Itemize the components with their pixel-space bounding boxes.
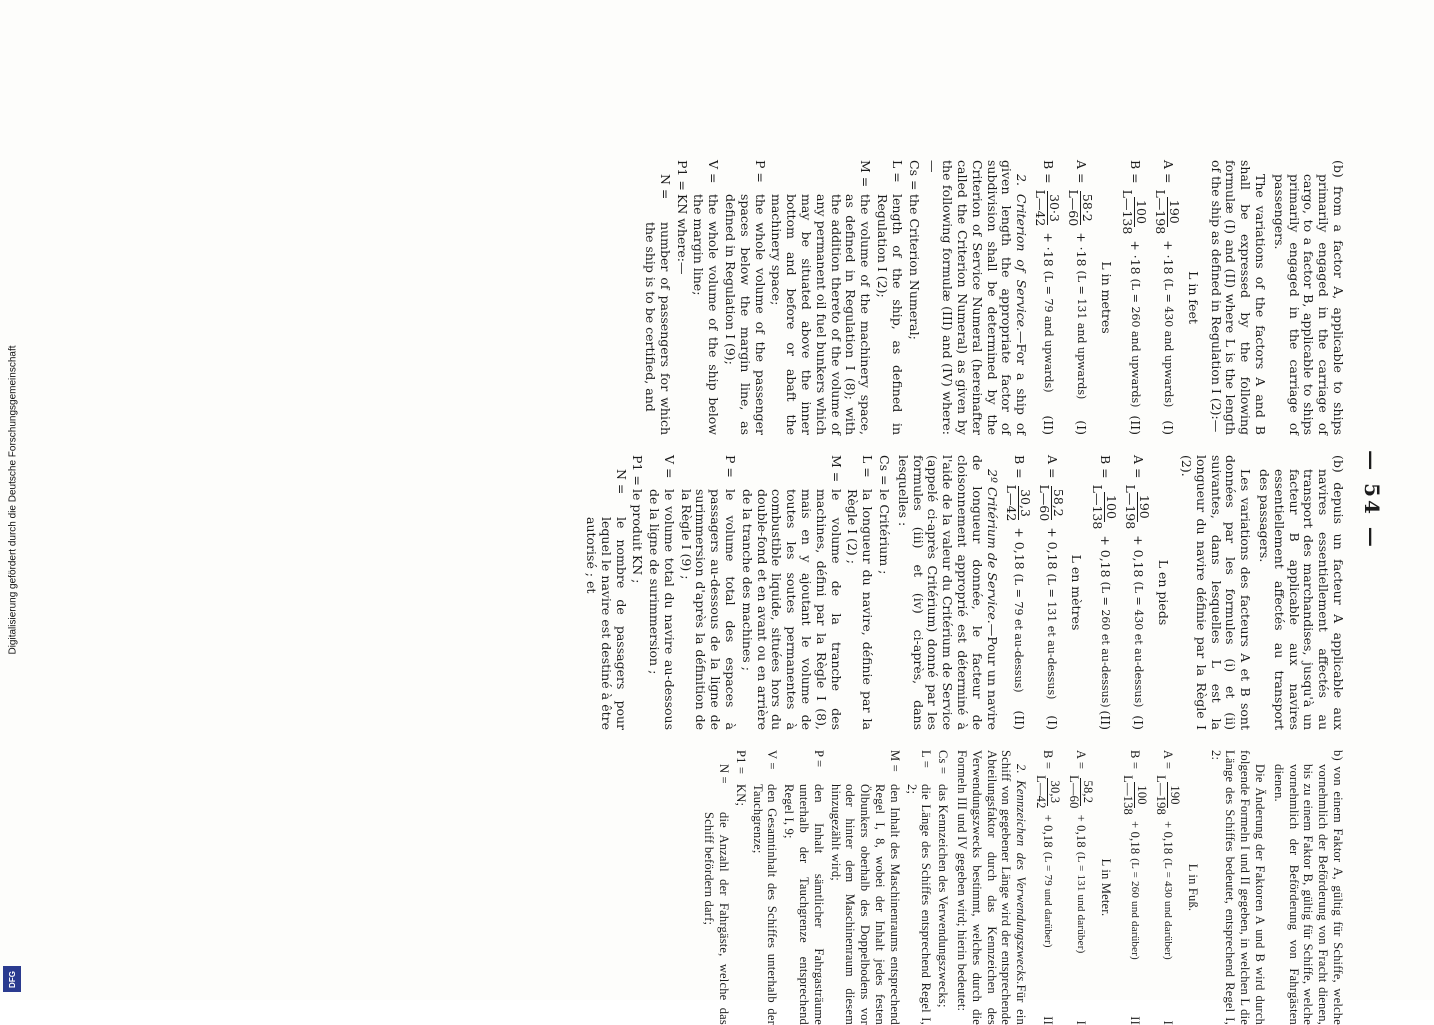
page-number: — 54 — bbox=[1360, 450, 1384, 550]
definition-text: die Länge des Schiffes entsprechend Regel I, 2; bbox=[904, 784, 934, 1025]
definition-symbol: P = bbox=[723, 455, 739, 478]
definition-row bbox=[691, 160, 721, 435]
formula-lhs: A = bbox=[1074, 750, 1089, 770]
criterion-heading: 2. Kennzeichen des Verwendungszwecks. bbox=[1014, 764, 1029, 985]
fraction-denominator: L—138 bbox=[1090, 484, 1106, 530]
formula-condition: (L = 131 und darüber) bbox=[1074, 851, 1087, 954]
definition-symbol: L = bbox=[919, 750, 934, 768]
definition-row bbox=[874, 160, 904, 435]
fraction bbox=[1121, 187, 1148, 238]
formula-lhs: A = bbox=[1044, 455, 1060, 479]
definition-row bbox=[750, 750, 780, 1025]
definition-row bbox=[935, 750, 950, 1025]
formula-row bbox=[1067, 750, 1094, 1025]
formula-row bbox=[1091, 455, 1118, 730]
criterion-text: —For a ship of given length the appropriate factor of subdivision shall be determined by the Criterion of Service Numeral (hereinafter called the Criterion Numeral) as given by the following formulæ (III) and (IV) where:— bbox=[925, 160, 1030, 436]
definition-symbol: P = bbox=[811, 750, 826, 768]
definition-text: den Gesamtinhalt des Schiffes unterhalb der Tauchgrenze; bbox=[750, 784, 780, 1025]
definition-symbol: L = bbox=[860, 455, 876, 478]
fraction-numerator: 100 bbox=[1104, 492, 1118, 522]
formula-lhs: A = bbox=[1160, 750, 1175, 770]
fraction-denominator: L—198 bbox=[1123, 484, 1139, 530]
formula-row bbox=[1038, 455, 1065, 730]
fraction-numerator: 100 bbox=[1134, 782, 1148, 807]
definition-row bbox=[904, 750, 934, 1025]
formula-row bbox=[1034, 750, 1061, 1025]
item-b-paragraph: b) von einem Faktor A, gültig für Schiffe, welche vornehmlich der Beförderung von Fracht dienen, bis zu einem Faktor B, gültig für Schiffe, welche vornehmlich der Beförderung von Fahrgästen dienen. bbox=[1271, 750, 1345, 1025]
formula-constant: + ·18 bbox=[1160, 240, 1176, 275]
rotated-document-page bbox=[27, 50, 1407, 1025]
item-b-paragraph: (b) from a factor A, applicable to ships primarily engaged in the carriage of cargo, to a factor B, applicable to ships primarily engaged in the carriage of passengers. bbox=[1271, 160, 1346, 435]
formula-number: I bbox=[1074, 1020, 1089, 1025]
definition-symbol: N = bbox=[657, 174, 673, 200]
definition-row bbox=[678, 455, 737, 730]
definition-row bbox=[674, 160, 689, 435]
formula-row bbox=[1121, 160, 1148, 435]
formula-number: (II) bbox=[1011, 710, 1027, 730]
formula-row bbox=[1154, 750, 1181, 1025]
definition-row bbox=[733, 750, 748, 1025]
definition-symbol: N = bbox=[717, 764, 732, 784]
fraction-denominator: L—60 bbox=[1036, 484, 1052, 522]
formula-condition: (L = 131 and upwards) bbox=[1074, 270, 1088, 400]
definition-text: das Kennzeichen des Verwendungszwecks; bbox=[936, 784, 951, 1008]
feet-heading: L en pieds bbox=[1156, 559, 1172, 626]
dfg-logo-text: DFG bbox=[7, 970, 17, 988]
digitization-credit bbox=[0, 0, 26, 1000]
metres-heading: L in metres bbox=[1099, 261, 1115, 334]
formula-constant: + ·18 bbox=[1074, 232, 1090, 267]
fraction-numerator: 58·2 bbox=[1080, 191, 1094, 225]
formula-condition: (L = 131 et au-dessus) bbox=[1045, 573, 1059, 700]
variations-paragraph: The variations of the factors A and B shall be expressed by the following formulæ (I) and (II) where L is the length of the ship as defined in Regulation I (2):— bbox=[1208, 160, 1269, 435]
definition-text: the whole volume of the passenger spaces below the margin line, as defined in Regulation I (9); bbox=[723, 194, 768, 435]
fraction-numerator: 30,3 bbox=[1018, 486, 1032, 520]
formula-constant: + 0,18 bbox=[1074, 814, 1089, 848]
definition-text: le volume de la tranche des machines, défini par la Règle I (8), mais en y ajoutant le volume de toutes les soutes permanentes à combustible liquide, situées hors du double-fond et en avant ou en arrière de la tranche des machines ; bbox=[739, 489, 844, 730]
definition-row bbox=[702, 750, 732, 1025]
french-column bbox=[581, 455, 1345, 730]
formula-lhs: B = bbox=[1041, 160, 1057, 184]
formula-condition: (L = 260 et au-dessus) bbox=[1098, 581, 1112, 708]
fraction bbox=[1038, 481, 1065, 524]
fraction-numerator: 30,3 bbox=[1047, 778, 1061, 807]
formula-lhs: B = bbox=[1041, 750, 1056, 770]
definition-text: KN; bbox=[733, 784, 748, 807]
fraction-denominator: L—198 bbox=[1154, 775, 1169, 816]
definition-row bbox=[906, 160, 921, 435]
formula-lhs: A = bbox=[1131, 455, 1147, 479]
definition-symbol: V = bbox=[765, 750, 780, 770]
criterion-paragraph bbox=[954, 750, 1028, 1025]
formula-constant: + ·18 bbox=[1041, 232, 1057, 267]
variations-paragraph: Die Änderung der Faktoren A und B wird durch folgende Formeln I und II gegeben, in welchen L die Länge des Schiffes bedeutet, entsprechend Regel I, 2: bbox=[1208, 750, 1268, 1025]
definition-text: the volume of the machinery space, as defined in Regulation I (8); with the addition thereto of the volume of any permanent oil fuel bunkers which may be situated above the inner bottom and before or abaft the machinery space; bbox=[769, 194, 874, 435]
formula-number: II bbox=[1127, 1016, 1142, 1025]
fraction-denominator: L—138 bbox=[1121, 775, 1136, 816]
formula-row bbox=[1005, 455, 1032, 730]
formula-condition: (L = 79 und darüber) bbox=[1041, 851, 1054, 948]
formula-condition: (L = 79 et au-dessus) bbox=[1012, 573, 1026, 693]
definition-symbol: Cs = bbox=[906, 160, 922, 191]
formula-number: (I) bbox=[1044, 715, 1060, 730]
formula-row bbox=[1124, 455, 1151, 730]
definition-text: le volume total des espaces à passagers au-dessous de la ligne de surimmersion d'après la définition de la Règle I (9) ; bbox=[678, 489, 739, 730]
formula-constant: + 0,18 bbox=[1041, 814, 1056, 848]
definition-text: la longueur du navire, définie par la Règle I (2) ; bbox=[845, 489, 876, 730]
fraction bbox=[1154, 186, 1181, 237]
fraction bbox=[1124, 481, 1151, 532]
fraction-numerator: 58,2 bbox=[1051, 486, 1065, 520]
fraction-numerator: 100 bbox=[1134, 197, 1148, 227]
fraction-denominator: L—42 bbox=[1003, 484, 1019, 522]
formula-condition: (L = 430 und darüber) bbox=[1161, 858, 1174, 960]
fraction bbox=[1121, 772, 1148, 818]
criterion-paragraph bbox=[895, 455, 999, 730]
item-b-paragraph: (b) depuis un facteur A applicable aux navires essentiellement affectés au transport des marchandises, jusqu'à un facteur B applicable aux navires essentiellement affectés au transport des passagers. bbox=[1257, 455, 1346, 730]
fraction-numerator: 190 bbox=[1167, 782, 1181, 807]
definition-row bbox=[876, 455, 891, 730]
formula-lhs: A = bbox=[1074, 160, 1090, 184]
definition-row bbox=[781, 750, 825, 1025]
definition-row bbox=[642, 160, 672, 435]
formula-lhs: B = bbox=[1127, 160, 1143, 184]
fraction-numerator: 190 bbox=[1167, 197, 1181, 227]
definition-symbol: P1 = bbox=[733, 750, 748, 775]
definition-symbol: M = bbox=[858, 160, 874, 188]
definition-row bbox=[722, 160, 766, 435]
formula-condition: (L = 260 and upwards) bbox=[1128, 278, 1142, 408]
formula-number: (II) bbox=[1098, 710, 1114, 730]
formula-number: II bbox=[1041, 1016, 1056, 1025]
fraction bbox=[1067, 186, 1094, 229]
definition-text: le nombre de passagers pour lequel le navire est destiné à être autorisé ; et bbox=[583, 517, 629, 730]
dfg-logo-icon bbox=[3, 966, 21, 992]
definition-text: le produit KN ; bbox=[630, 489, 646, 584]
formula-number: (I) bbox=[1131, 715, 1147, 730]
fraction-denominator: L—60 bbox=[1067, 775, 1082, 809]
criterion-text: Für ein Schiff von gegebener Länge wird der entsprechende Abteilungsfaktor durch das Kennzeichen des Verwendungszwecks bestimmt, welches durch die Formeln III und IV gegeben wird; hierin bedeutet: bbox=[955, 750, 1029, 1025]
definition-row bbox=[845, 455, 875, 730]
formula-number: (I) bbox=[1160, 420, 1176, 435]
fraction-denominator: L—42 bbox=[1033, 189, 1049, 227]
formula-number: (II) bbox=[1041, 415, 1057, 435]
formula-row bbox=[1121, 750, 1148, 1025]
definition-row bbox=[630, 455, 645, 730]
definition-symbol: M = bbox=[828, 455, 844, 483]
metres-heading: L en mètres bbox=[1069, 554, 1085, 631]
definition-text: number of passengers for which the ship is to be certified, and bbox=[643, 222, 673, 435]
formula-row bbox=[1154, 160, 1181, 435]
fraction bbox=[1067, 772, 1094, 811]
feet-heading: L in feet bbox=[1185, 271, 1201, 324]
definition-symbol: Cs = bbox=[936, 750, 951, 775]
formula-constant: + 0,18 bbox=[1131, 535, 1147, 578]
formula-condition: (L = 79 and upwards) bbox=[1041, 270, 1055, 393]
formula-lhs: B = bbox=[1098, 455, 1114, 479]
metres-heading: L in Meter. bbox=[1099, 858, 1114, 917]
credit-text: Digitalisierung gefördert durch die Deutsche Forschungsgemeinschaft bbox=[7, 345, 19, 655]
definition-text: le Critérium ; bbox=[877, 489, 893, 575]
formula-number: I bbox=[1160, 1020, 1175, 1025]
criterion-text: —Pour un navire de longueur donnée, le facteur de cloisonnement approprié est déterminé à l'aide de la valeur du Critérium de Service (appelé ci-après Critérium) donné par les formules (iii) et (iv) ci-après, dans lesquelles : bbox=[895, 455, 1000, 730]
definition-text: KN where:— bbox=[674, 194, 690, 275]
fraction-denominator: L—138 bbox=[1120, 189, 1136, 235]
formula-constant: + ·18 bbox=[1127, 240, 1143, 275]
formula-lhs: A = bbox=[1160, 160, 1176, 184]
definition-symbol: L = bbox=[889, 160, 905, 183]
definition-symbol: P1 = bbox=[674, 160, 690, 191]
definition-row bbox=[739, 455, 843, 730]
definition-text: the Criterion Numeral; bbox=[906, 194, 922, 340]
feet-heading: L in Fuß. bbox=[1185, 863, 1200, 912]
english-column bbox=[640, 160, 1345, 435]
definition-row bbox=[828, 750, 902, 1025]
formula-constant: + 0,18 bbox=[1098, 535, 1114, 578]
definition-text: den Inhalt sämtlicher Fahrgasträume unterhalb der Tauchgrenze entsprechend Regel I, 9; bbox=[782, 784, 826, 1025]
definition-symbol: V = bbox=[706, 160, 722, 184]
definition-row bbox=[646, 455, 676, 730]
definition-row bbox=[583, 455, 627, 730]
definition-text: die Anzahl der Fahrgäste, welche das Schiff befördern darf; bbox=[702, 812, 732, 1025]
formula-constant: + 0,18 bbox=[1127, 821, 1142, 855]
formula-constant: + 0,18 bbox=[1011, 527, 1027, 570]
definition-text: the whole volume of the ship below the margin line; bbox=[691, 194, 722, 435]
definition-text: le volume total du navire au-dessous de la ligne de surimmersion ; bbox=[647, 489, 677, 730]
formula-condition: (L = 260 und darüber) bbox=[1128, 858, 1141, 960]
definition-symbol: N = bbox=[613, 469, 629, 495]
variations-paragraph: Les variations des facteurs A et B sont données par les formules (i) et (ii) suivantes, dans lesquelles L est la longueur du navire définie par la Règle I (2). bbox=[1179, 455, 1254, 730]
definition-symbol: Cs = bbox=[877, 455, 893, 486]
formula-lhs: B = bbox=[1127, 750, 1142, 770]
definition-text: den Inhalt des Maschinenraums entsprechend Regel I, 8, wobei der Inhalt jedes festen Ölbunkers oberhalb des Doppelbodens vor oder hinter dem Maschinenraum diesem hinzugezählt wird; bbox=[828, 784, 902, 1025]
formula-number: (I) bbox=[1074, 420, 1090, 435]
fraction-numerator: 30·3 bbox=[1047, 191, 1061, 225]
fraction bbox=[1005, 482, 1032, 525]
formula-row bbox=[1034, 160, 1061, 435]
definition-symbol: P1 = bbox=[630, 455, 646, 486]
german-column bbox=[700, 750, 1346, 1025]
formula-lhs: B = bbox=[1011, 455, 1027, 479]
fraction-denominator: L—198 bbox=[1153, 189, 1169, 235]
formula-number: (II) bbox=[1127, 415, 1143, 435]
fraction-denominator: L—60 bbox=[1066, 189, 1082, 227]
fraction-denominator: L—42 bbox=[1034, 775, 1049, 809]
criterion-paragraph bbox=[925, 160, 1029, 435]
definition-text: length of the ship, as defined in Regulation I (2); bbox=[875, 194, 905, 435]
fraction bbox=[1034, 187, 1061, 230]
formula-constant: + 0,18 bbox=[1160, 821, 1175, 855]
formula-constant: + 0,18 bbox=[1044, 527, 1060, 570]
fraction bbox=[1034, 772, 1061, 811]
formula-condition: (L = 430 and upwards) bbox=[1161, 278, 1175, 408]
fraction-numerator: 190 bbox=[1137, 492, 1151, 522]
criterion-heading: 2. Criterion of Service. bbox=[1014, 174, 1030, 331]
criterion-heading: 2º Critérium de Service. bbox=[984, 469, 1000, 624]
fraction-numerator: 58,2 bbox=[1080, 778, 1094, 807]
fraction bbox=[1091, 482, 1118, 533]
definition-symbol: M = bbox=[887, 750, 902, 772]
formula-row bbox=[1067, 160, 1094, 435]
definition-symbol: V = bbox=[661, 455, 677, 479]
formula-condition: (L = 430 et au-dessus) bbox=[1131, 581, 1145, 708]
definition-row bbox=[769, 160, 873, 435]
definition-symbol: P = bbox=[752, 160, 768, 183]
fraction bbox=[1154, 772, 1181, 818]
